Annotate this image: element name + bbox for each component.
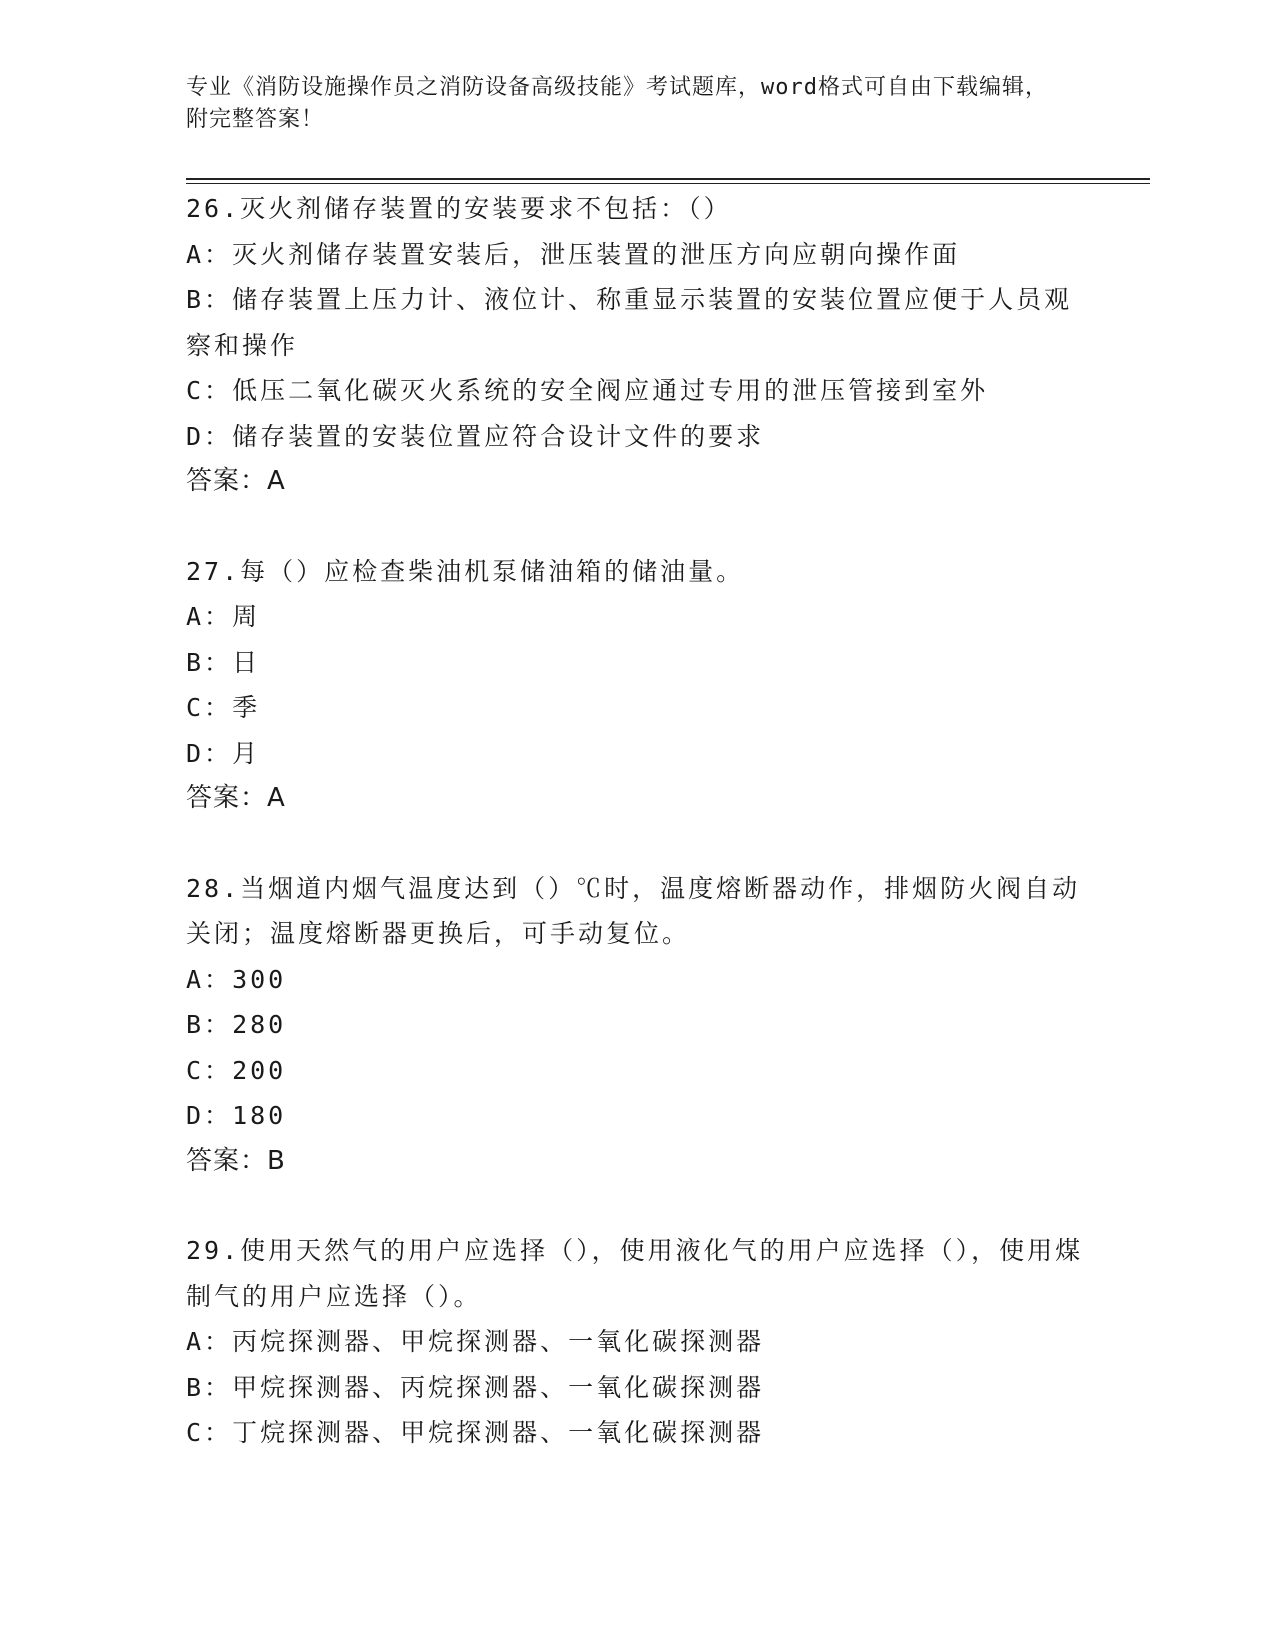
option-text: 月 bbox=[232, 738, 261, 768]
option-key: B： bbox=[186, 1372, 233, 1402]
option-c bbox=[186, 368, 1086, 414]
option-key: C： bbox=[186, 376, 233, 405]
question-27 bbox=[186, 549, 1086, 822]
option-c bbox=[186, 1048, 1086, 1094]
option-key: D： bbox=[186, 421, 233, 451]
option-b bbox=[186, 1365, 1086, 1411]
answer-line: 答案：A bbox=[186, 783, 286, 813]
option-c bbox=[186, 685, 1086, 731]
answer-line: 答案：A bbox=[186, 466, 286, 496]
option-key: A： bbox=[186, 1327, 233, 1356]
option-text: 季 bbox=[232, 693, 261, 722]
question-26 bbox=[186, 186, 1086, 505]
option-text: 甲烷探测器、丙烷探测器、一氧化碳探测器 bbox=[232, 1372, 765, 1402]
document-header: 专业《消防设施操作员之消防设备高级技能》考试题库，word格式可自由下载编辑，附完整答案！ bbox=[186, 75, 1048, 132]
option-text: 280 bbox=[232, 1010, 287, 1039]
option-b bbox=[186, 640, 1086, 686]
option-a bbox=[186, 232, 1086, 278]
option-c bbox=[186, 1410, 1086, 1456]
question-stem: 28.当烟道内烟气温度达到（）℃时，温度熔断器动作，排烟防火阀自动关闭；温度熔断器更换后，可手动复位。 bbox=[186, 873, 1081, 948]
question-stem: 27.每（）应检查柴油机泵储油箱的储油量。 bbox=[186, 556, 745, 586]
option-text: 日 bbox=[232, 647, 261, 677]
option-a bbox=[186, 1319, 1086, 1365]
option-key: A： bbox=[186, 239, 233, 269]
option-text: 丁烷探测器、甲烷探测器、一氧化碳探测器 bbox=[232, 1418, 765, 1447]
option-text: 180 bbox=[232, 1101, 287, 1130]
question-stem: 29.使用天然气的用户应选择（），使用液化气的用户应选择（），使用煤制气的用户应选择（）。 bbox=[186, 1236, 1084, 1311]
option-d bbox=[186, 1093, 1086, 1139]
option-d bbox=[186, 414, 1086, 460]
option-d bbox=[186, 731, 1086, 777]
question-list bbox=[186, 186, 1086, 1500]
option-key: A： bbox=[186, 602, 233, 631]
option-text: 200 bbox=[232, 1055, 287, 1085]
option-key: A： bbox=[186, 964, 233, 994]
option-key: B： bbox=[186, 1010, 233, 1039]
option-key: B： bbox=[186, 285, 233, 314]
option-text: 储存装置的安装位置应符合设计文件的要求 bbox=[232, 421, 765, 451]
option-a bbox=[186, 594, 1086, 640]
question-28 bbox=[186, 866, 1086, 1185]
header-rule-thick bbox=[186, 178, 1150, 180]
answer-line: 答案：B bbox=[186, 1145, 286, 1176]
option-text: 300 bbox=[232, 964, 287, 994]
question-stem: 26.灭火剂储存装置的安装要求不包括：（） bbox=[186, 194, 732, 223]
option-text: 灭火剂储存装置安装后，泄压装置的泄压方向应朝向操作面 bbox=[232, 239, 961, 269]
option-key: D： bbox=[186, 738, 233, 768]
option-key: C： bbox=[186, 1418, 233, 1447]
option-a bbox=[186, 957, 1086, 1003]
option-text: 丙烷探测器、甲烷探测器、一氧化碳探测器 bbox=[232, 1327, 765, 1356]
header-rule-thin bbox=[186, 183, 1150, 184]
option-key: D： bbox=[186, 1101, 233, 1130]
option-text: 低压二氧化碳灭火系统的安全阀应通过专用的泄压管接到室外 bbox=[232, 376, 989, 405]
option-key: B： bbox=[186, 647, 233, 677]
question-29 bbox=[186, 1228, 1086, 1456]
option-b bbox=[186, 1002, 1086, 1048]
option-text: 储存装置上压力计、液位计、称重显示装置的安装位置应便于人员观察和操作 bbox=[186, 285, 1073, 360]
option-b bbox=[186, 277, 1086, 368]
option-key: C： bbox=[186, 1055, 233, 1085]
option-key: C： bbox=[186, 693, 233, 722]
option-text: 周 bbox=[232, 602, 261, 631]
